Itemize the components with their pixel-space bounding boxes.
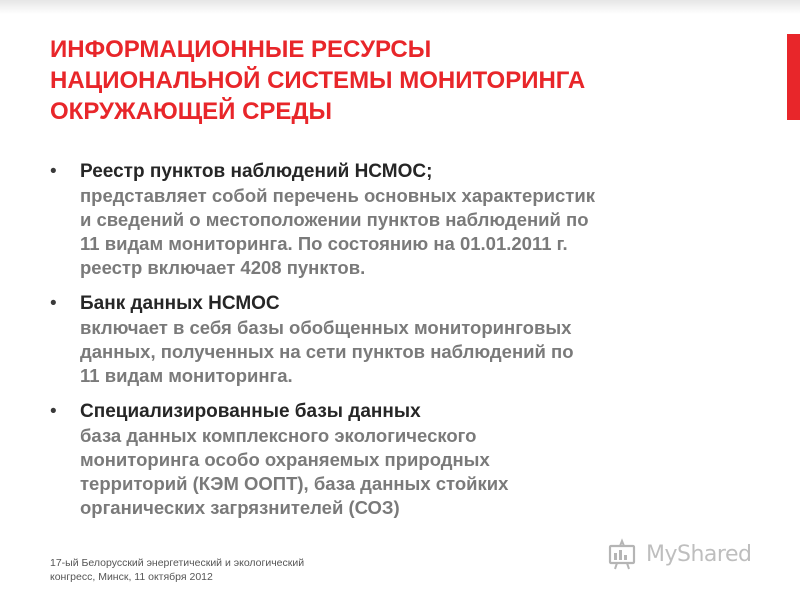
bullet-body-line: данных, полученных на сети пунктов наблюдений по <box>80 341 574 362</box>
bullet-body <box>80 184 740 280</box>
title-line-2: НАЦИОНАЛЬНОЙ СИСТЕМЫ МОНИТОРИНГА <box>50 67 586 94</box>
bullet-registry <box>50 160 740 280</box>
bullet-body-line: реестр включает 4208 пунктов. <box>80 257 366 278</box>
bullet-body-line: мониторинга особо охраняемых природных <box>80 449 490 470</box>
myshared-logo-icon <box>606 537 640 571</box>
bullet-heading: Банк данных НСМОС <box>80 293 280 314</box>
bullet-body <box>80 316 740 388</box>
bullet-marker: • <box>50 401 57 422</box>
bullet-marker: • <box>50 293 57 314</box>
bullet-body-line: территорий (КЭМ ООПТ), база данных стойких <box>80 473 509 494</box>
bullet-heading: Специализированные базы данных <box>80 401 421 422</box>
bullet-body-line: и сведений о местоположении пунктов наблюдений по <box>80 209 589 230</box>
bullet-body-line: органических загрязнителей (СОЗ) <box>80 497 400 518</box>
top-shadow <box>0 0 800 14</box>
bullet-body-line: представляет собой перечень основных характеристик <box>80 185 595 206</box>
bullet-body-line: 11 видам мониторинга. <box>80 365 293 386</box>
bullet-list <box>50 160 740 532</box>
bullet-marker: • <box>50 161 57 182</box>
bullet-body <box>80 424 740 520</box>
myshared-watermark <box>606 537 751 571</box>
bullet-body-line: 11 видам мониторинга. По состоянию на 01.01.2011 г. <box>80 233 568 254</box>
slide-title <box>50 34 750 127</box>
bullet-body-line: база данных комплексного экологического <box>80 425 477 446</box>
footer-line-2: конгресс, Минск, 11 октября 2012 <box>50 571 213 583</box>
bullet-body-line: включает в себя базы обобщенных мониторинговых <box>80 317 572 338</box>
title-line-3: ОКРУЖАЮЩЕЙ СРЕДЫ <box>50 98 333 125</box>
bullet-heading: Реестр пунктов наблюдений НСМОС; <box>80 161 433 182</box>
accent-bar <box>787 34 800 120</box>
bullet-special-databases <box>50 400 740 520</box>
watermark-text: MyShared <box>646 541 752 567</box>
footer-line-1: 17-ый Белорусский энергетический и экологический <box>50 557 305 569</box>
slide-footer <box>50 556 304 584</box>
bullet-data-bank <box>50 292 740 388</box>
title-line-1: ИНФОРМАЦИОННЫЕ РЕСУРСЫ <box>50 36 432 63</box>
